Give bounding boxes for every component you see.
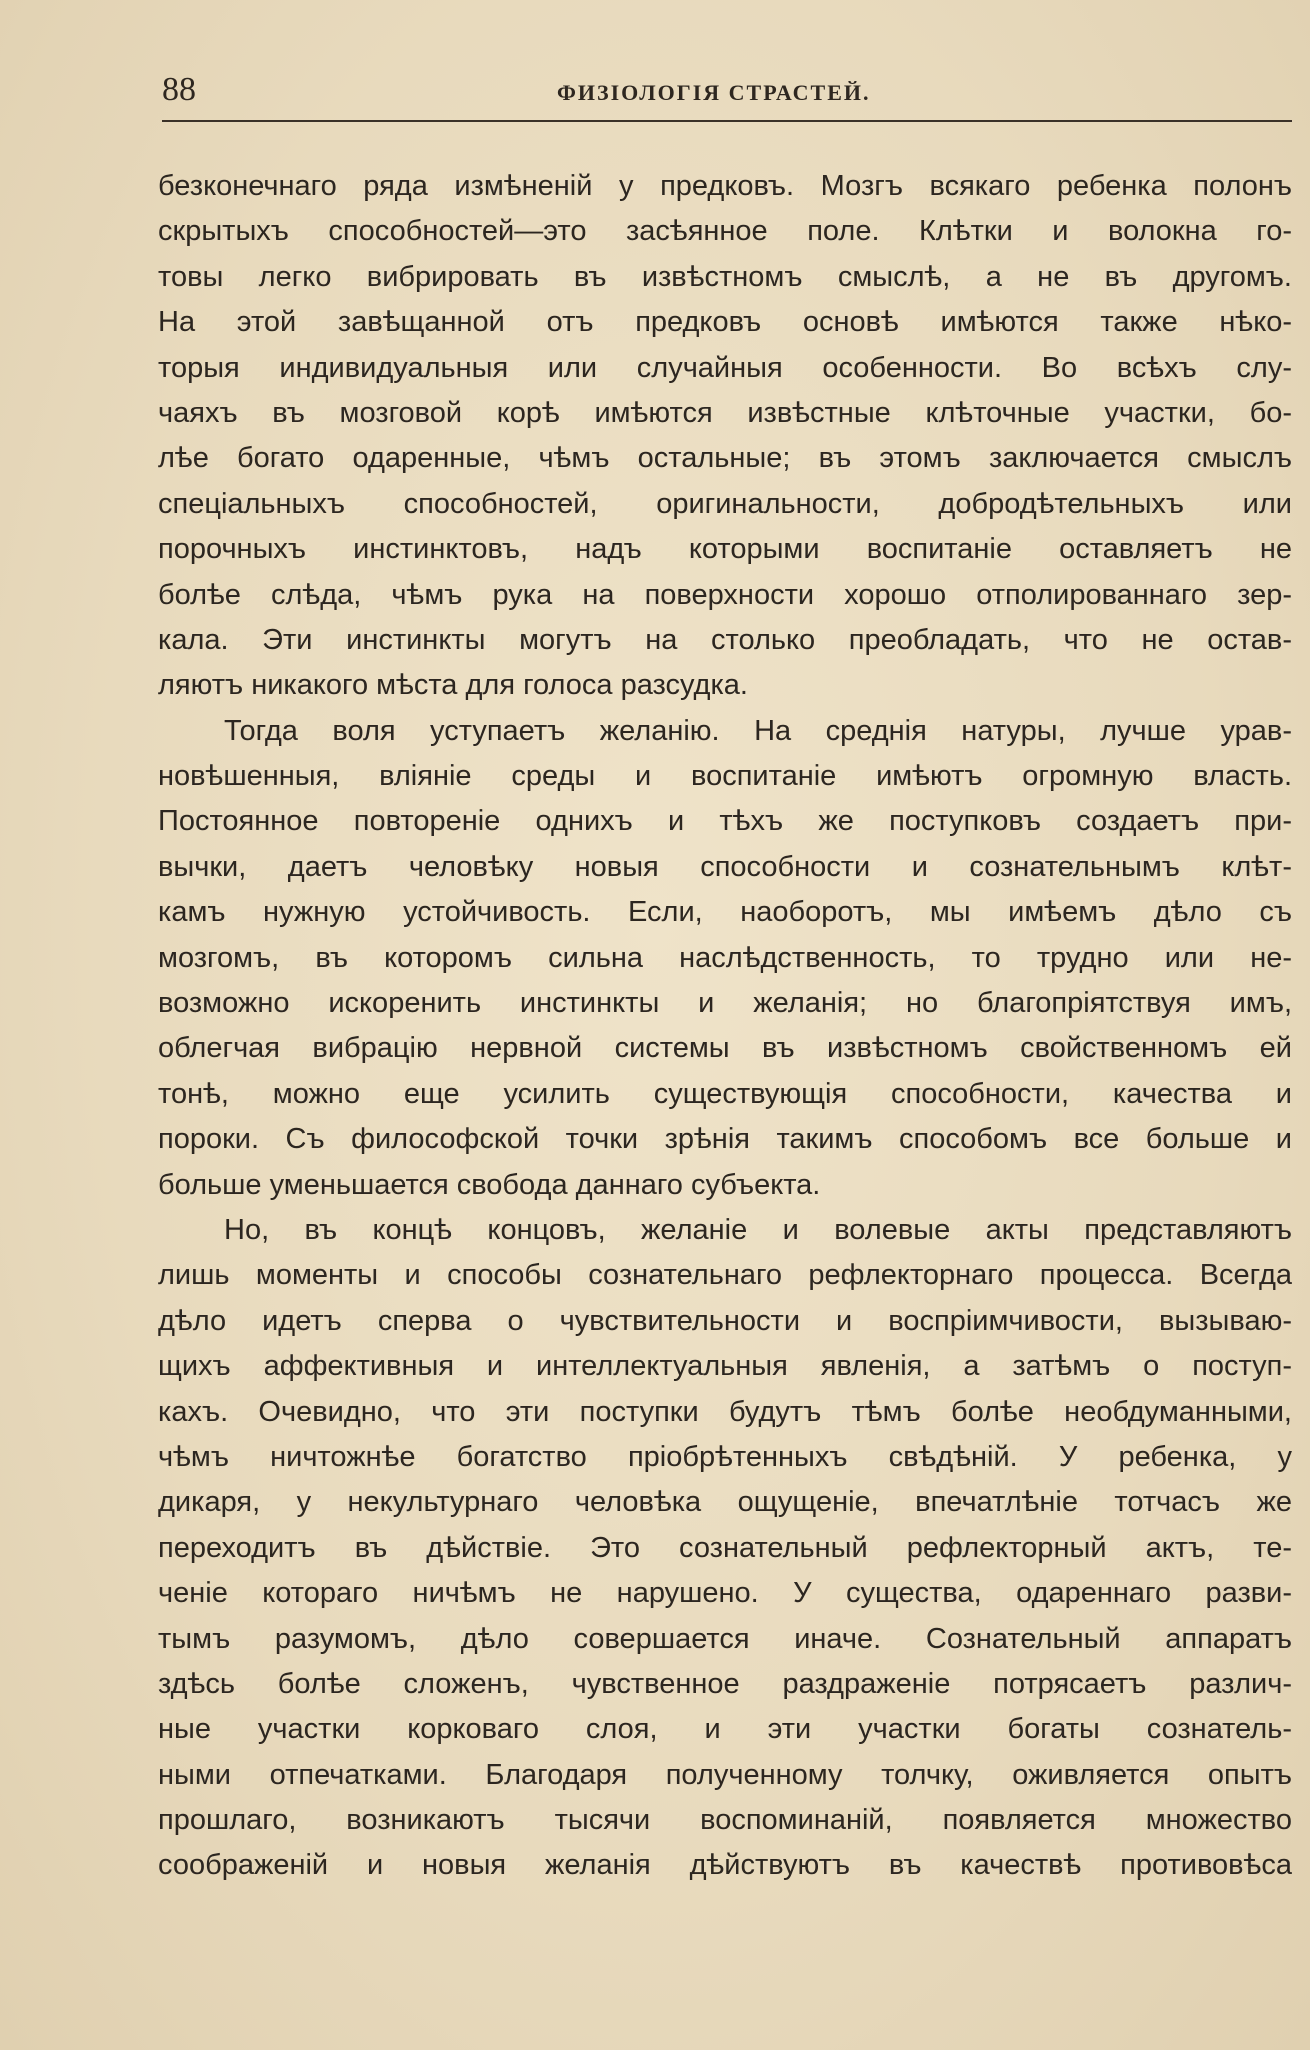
text-line: мозгомъ, въ которомъ сильна наслѣдственность, то трудно или не- <box>158 941 1292 974</box>
text-line: камъ нужную устойчивость. Если, наоборотъ, мы имѣемъ дѣло съ <box>158 896 1292 929</box>
text-line: здѣсь болѣе сложенъ, чувственное раздраженіе потрясаетъ различ- <box>158 1667 1292 1700</box>
text-line: спеціальныхъ способностей, оригинальности, добродѣтельныхъ или <box>158 487 1292 520</box>
text-line: чѣмъ ничтожнѣе богатство пріобрѣтенныхъ свѣдѣній. У ребенка, у <box>158 1440 1292 1473</box>
text-line: вычки, даетъ человѣку новыя способности и сознательнымъ клѣт- <box>158 850 1292 883</box>
text-line: ченіе котораго ничѣмъ не нарушено. У существа, одареннаго разви- <box>158 1577 1292 1610</box>
text-line: товы легко вибрировать въ извѣстномъ смыслѣ, а не въ другомъ. <box>158 260 1292 293</box>
text-line: новѣшенныя, вліяніе среды и воспитаніе имѣютъ огромную власть. <box>158 760 1292 793</box>
page-header <box>162 70 1292 122</box>
text-line: Тогда воля уступаетъ желанію. На среднія натуры, лучше урав- <box>224 714 1292 747</box>
text-line: тонѣ, можно еще усилить существующія способности, качества и <box>158 1077 1292 1110</box>
text-line: ные участки корковаго слоя, и эти участки богаты сознатель- <box>158 1713 1292 1746</box>
text-line: лишь моменты и способы сознательнаго рефлекторнаго процесса. Всегда <box>158 1259 1292 1292</box>
text-line: чаяхъ въ мозговой корѣ имѣются извѣстные клѣточные участки, бо- <box>158 396 1292 429</box>
text-line: дикаря, у некультурнаго человѣка ощущеніе, впечатлѣніе тотчасъ же <box>158 1486 1292 1519</box>
text-line: переходитъ въ дѣйствіе. Это сознательный рефлекторный актъ, те- <box>158 1531 1292 1564</box>
text-line: кахъ. Очевидно, что эти поступки будутъ тѣмъ болѣе необдуманными, <box>158 1395 1292 1428</box>
text-line: дѣло идетъ сперва о чувствительности и воспріимчивости, вызываю- <box>158 1304 1292 1337</box>
text-line: скрытыхъ способностей—это засѣянное поле. Клѣтки и волокна го- <box>158 215 1292 248</box>
text-line: На этой завѣщанной отъ предковъ основѣ имѣются также нѣко- <box>158 306 1292 339</box>
text-line: тымъ разумомъ, дѣло совершается иначе. Сознательный аппаратъ <box>158 1622 1292 1655</box>
text-line: больше уменьшается свобода даннаго субъекта. <box>158 1168 821 1201</box>
text-line: ными отпечатками. Благодаря полученному толчку, оживляется опытъ <box>158 1758 1292 1791</box>
running-title: ФИЗIОЛОГIЯ СТРАСТЕЙ. <box>557 80 871 105</box>
text-line: пороки. Съ философской точки зрѣнія такимъ способомъ все больше и <box>158 1123 1292 1156</box>
text-line: безконечнаго ряда измѣненій у предковъ. Мозгъ всякаго ребенка полонъ <box>158 170 1292 202</box>
text-line: соображеній и новыя желанія дѣйствуютъ въ качествѣ противовѣса <box>158 1849 1292 1882</box>
text-line: торыя индивидуальныя или случайныя особенности. Во всѣхъ слу- <box>158 351 1292 384</box>
text-line: лѣе богато одаренные, чѣмъ остальные; въ этомъ заключается смыслъ <box>158 442 1292 475</box>
text-line: порочныхъ инстинктовъ, надъ которыми воспитаніе оставляетъ не <box>158 533 1292 566</box>
text-line: щихъ аффективныя и интеллектуальныя явленія, а затѣмъ о поступ- <box>158 1350 1292 1383</box>
text-line: возможно искоренить инстинкты и желанія; но благопріятствуя имъ, <box>158 987 1292 1020</box>
text-line: ляютъ никакого мѣста для голоса разсудка. <box>158 669 748 702</box>
body-text <box>158 164 1292 1889</box>
text-line: облегчая вибрацію нервной системы въ извѣстномъ свойственномъ ей <box>158 1032 1292 1065</box>
text-line: прошлаго, возникаютъ тысячи воспоминаній, появляется множество <box>158 1804 1292 1837</box>
text-line: Постоянное повтореніе однихъ и тѣхъ же поступковъ создаетъ при- <box>158 805 1292 838</box>
text-line: Но, въ концѣ концовъ, желаніе и волевые акты представляютъ <box>224 1213 1292 1246</box>
page-number: 88 <box>162 71 196 108</box>
text-line: кала. Эти инстинкты могутъ на столько преобладать, что не остав- <box>158 623 1292 656</box>
text-line: болѣе слѣда, чѣмъ рука на поверхности хорошо отполированнаго зер- <box>158 578 1292 611</box>
